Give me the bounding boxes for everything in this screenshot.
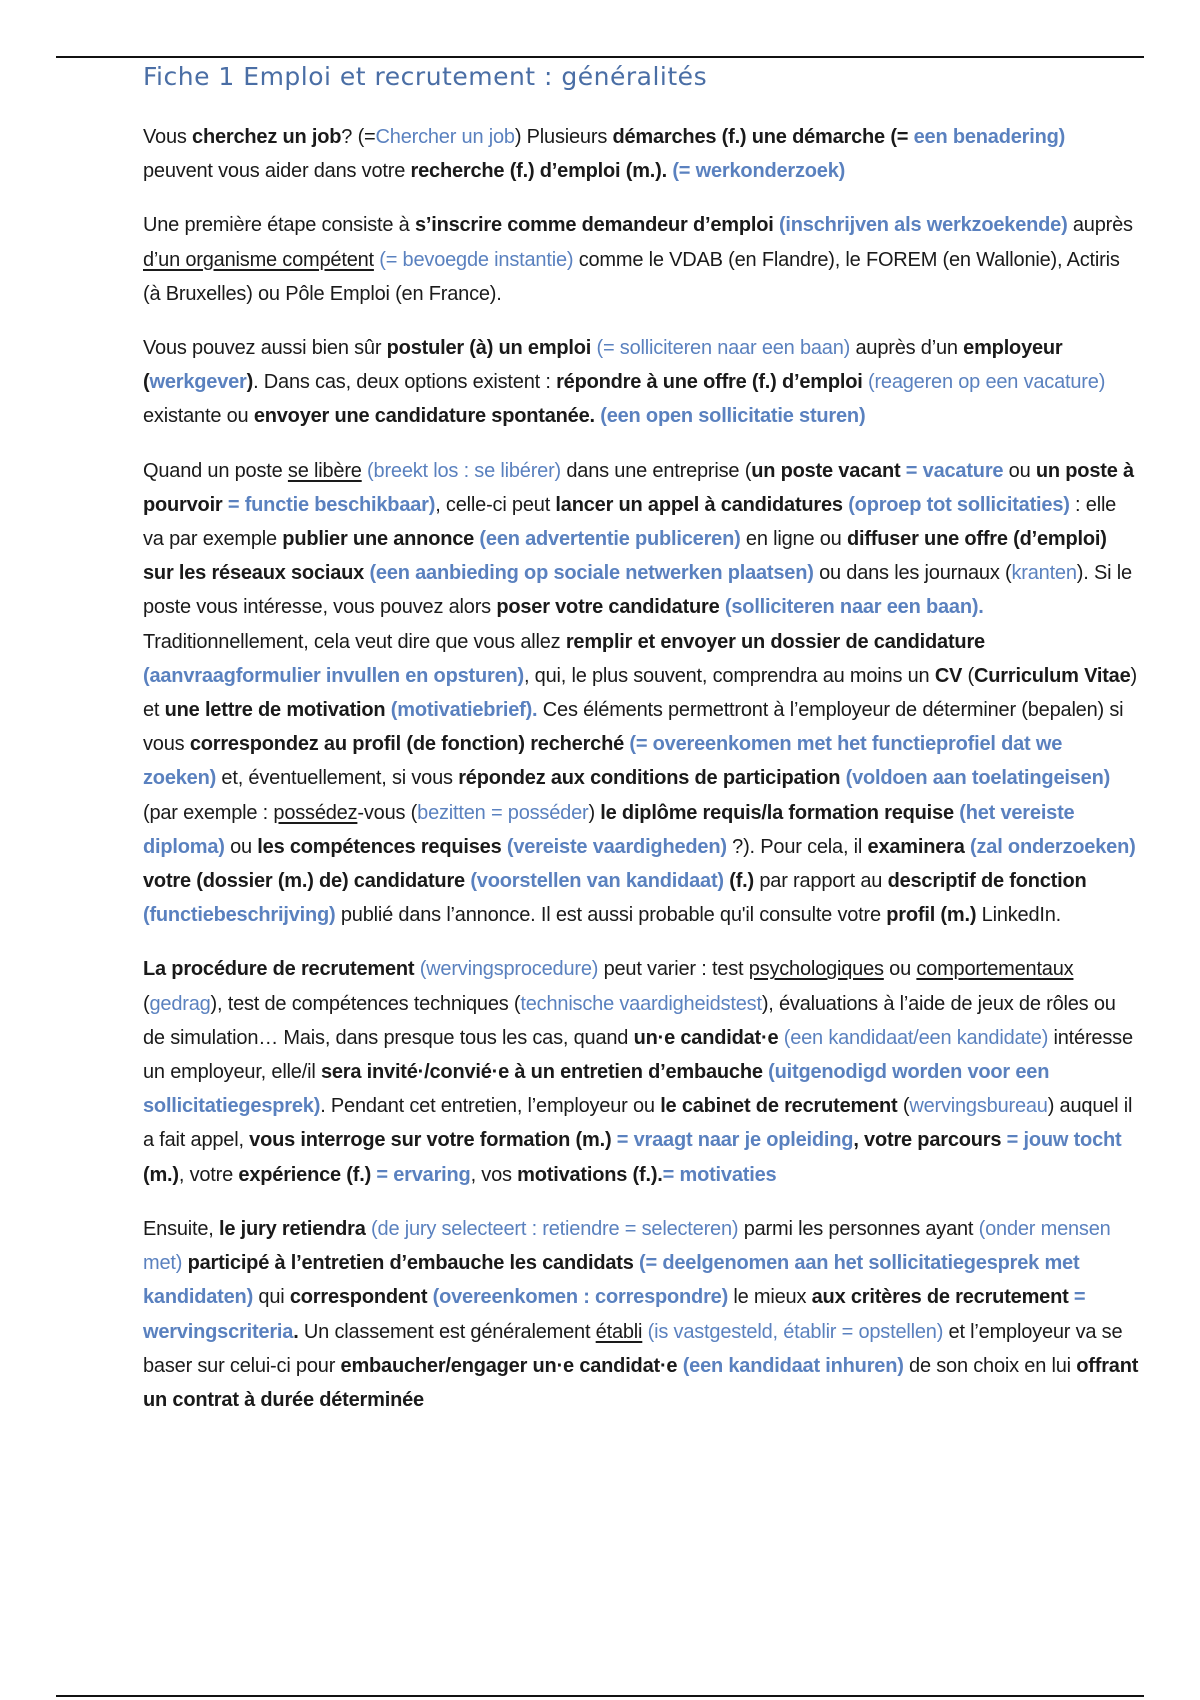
body-text: Un classement est généralement xyxy=(298,1320,596,1343)
body-text: , qui, le plus souvent, comprendra au moins un xyxy=(523,664,935,687)
key-term: publier une annonce xyxy=(282,528,475,551)
key-term: le diplôme requis/la formation requise xyxy=(600,801,954,824)
body-text: ou xyxy=(1003,459,1036,482)
paragraph-5 xyxy=(143,952,1139,1191)
body-text: par rapport au xyxy=(754,870,888,893)
translation-text: (overeenkomen : correspondre) xyxy=(427,1286,729,1309)
body-text: en ligne ou xyxy=(740,528,847,551)
key-term: lancer un appel à candidatures xyxy=(555,493,843,516)
key-term: Curriculum Vitae xyxy=(974,664,1131,687)
body-text: auprès d’un xyxy=(850,337,964,360)
body-text: intéresse un employeur, elle/il xyxy=(143,1026,1133,1084)
translation-text: (motivatiebrief). xyxy=(385,699,538,722)
translation-text: = vraagt naar je opleiding xyxy=(611,1129,854,1152)
translation-text: = jouw tocht xyxy=(1001,1129,1122,1152)
underlined-term: psychologiques xyxy=(748,958,884,981)
translation-text: (is vastgesteld, établir = opstellen) xyxy=(642,1320,944,1343)
key-term: diffuser une offre (d’emploi) sur les réseaux sociaux xyxy=(143,528,1107,585)
document-page xyxy=(143,58,1139,1417)
body-text: (par exemple : xyxy=(143,801,274,824)
translation-text: (een advertentie publiceren) xyxy=(474,528,741,551)
body-text: ( xyxy=(962,664,975,687)
key-term: . xyxy=(293,1320,299,1343)
key-term: (f.) xyxy=(723,870,754,893)
paragraph-3 xyxy=(143,331,1139,434)
key-term: ) xyxy=(246,371,254,394)
body-text: ( xyxy=(143,992,150,1015)
key-term: aux critères de recrutement xyxy=(811,1286,1069,1309)
key-term: correspondent xyxy=(289,1286,428,1309)
key-term: postuler (à) un emploi xyxy=(386,337,592,360)
key-term: CV xyxy=(934,664,963,687)
body-text: Ces éléments permettront à l’employeur de déterminer (bepalen) si vous xyxy=(143,699,1124,756)
translation-text: (een kandidaat/een kandidate) xyxy=(778,1026,1049,1049)
body-text: ) Plusieurs xyxy=(514,126,613,148)
translation-text: werkgever xyxy=(149,371,247,394)
body-text: ), évaluations à l’aide de jeux de rôles ou de simulation… Mais, dans presque tous les cas, quand xyxy=(143,992,1116,1049)
body-text: ou xyxy=(224,835,258,858)
key-term: une lettre de motivation xyxy=(164,699,386,722)
key-term: descriptif de fonction xyxy=(887,870,1087,893)
translation-text: (inschrijven als werkzoekende) xyxy=(778,214,1068,237)
body-text: , celle-ci peut xyxy=(435,493,556,516)
translation-text: (solliciteren naar een baan). xyxy=(719,596,984,619)
key-term: répondre à une offre (f.) d’emploi xyxy=(556,371,863,394)
key-term: démarches (f.) une démarche xyxy=(612,126,885,148)
key-term: employeur ( xyxy=(143,337,1063,394)
key-term: s’inscrire comme demandeur d’emploi xyxy=(414,214,779,237)
body-text: de son choix en lui xyxy=(903,1354,1077,1377)
paragraph-4 xyxy=(143,454,1139,933)
key-term: (= xyxy=(884,126,914,148)
body-text: ), test de compétences techniques ( xyxy=(210,992,521,1015)
key-term: correspondez au profil (de fonction) recherché xyxy=(189,733,625,756)
translation-text: (de jury selecteert : retiendre = selecteren) xyxy=(365,1217,739,1240)
translation-text: (een aanbieding op sociale netwerken plaatsen) xyxy=(364,562,814,585)
translation-text: (een kandidaat inhuren) xyxy=(677,1354,904,1377)
body-text: -vous ( xyxy=(357,801,418,824)
translation-text: (onder mensen met) xyxy=(143,1217,1111,1275)
body-text: parmi les personnes ayant xyxy=(738,1217,979,1240)
body-text: peuvent vous aider dans votre xyxy=(143,160,411,183)
underlined-term: d’un organisme compétent xyxy=(143,248,374,271)
translation-text: bezitten = posséder xyxy=(417,801,589,824)
body-text: ou xyxy=(883,958,917,981)
key-term: vous interroge sur votre formation (m.) xyxy=(249,1129,612,1152)
translation-text: (zal onderzoeken) xyxy=(964,835,1136,858)
key-term: le jury retiendra xyxy=(219,1217,366,1240)
body-text: ). Si le poste vous intéresse, vous pouvez alors xyxy=(143,562,1132,619)
paragraph-1 xyxy=(143,120,1139,188)
key-term: cherchez un job xyxy=(192,126,342,148)
translation-text: = vacature xyxy=(900,459,1004,482)
translation-text: (wervingsprocedure) xyxy=(414,958,599,981)
key-term: un·e candidat·e xyxy=(633,1026,779,1049)
translation-text: wervingsbureau xyxy=(909,1095,1048,1118)
translation-text: (voldoen aan toelatingeisen) xyxy=(840,767,1111,790)
body-text: qui xyxy=(253,1286,290,1309)
key-term: profil (m.) xyxy=(886,904,977,927)
translation-text: (uitgenodigd worden voor een sollicitatiegesprek) xyxy=(143,1061,1050,1118)
body-text: . Pendant cet entretien, l’employeur ou xyxy=(320,1095,661,1118)
key-term: un poste vacant xyxy=(751,459,901,482)
body-text: ) auquel il a fait appel, xyxy=(143,1095,1133,1152)
translation-text: (= werkonderzoek) xyxy=(672,160,846,183)
translation-text: (het vereiste diploma) xyxy=(143,801,1075,858)
underlined-term: établi xyxy=(595,1320,643,1343)
body-text: LinkedIn. xyxy=(976,904,1062,927)
key-term: un poste à pourvoir xyxy=(143,459,1134,516)
key-term: , votre parcours xyxy=(853,1129,1002,1152)
paragraph-2 xyxy=(143,208,1139,311)
translation-text: (vereiste vaardigheden) xyxy=(501,835,727,858)
translation-text: Chercher un job xyxy=(375,126,515,148)
key-term: les compétences requises xyxy=(257,835,502,858)
underlined-term: comportementaux xyxy=(916,958,1074,981)
body-text: publié dans l’annonce. Il est aussi probable qu'il consulte votre xyxy=(335,904,887,927)
translation-text: (functiebeschrijving) xyxy=(143,904,336,927)
body-text: Vous pouvez aussi bien sûr xyxy=(143,337,387,360)
key-term: motivations (f.). xyxy=(517,1163,663,1186)
body-text: Vous xyxy=(143,126,193,148)
body-text: Ensuite, xyxy=(143,1217,220,1240)
translation-text: gedrag xyxy=(149,992,211,1015)
translation-text: (een open sollicitatie sturen) xyxy=(594,405,866,428)
translation-text: (voorstellen van kandidaat) xyxy=(464,870,724,893)
page-title: Fiche 1 Emploi et recrutement : généralités xyxy=(143,62,708,91)
translation-text: = ervaring xyxy=(371,1163,471,1186)
translation-text: (breekt los : se libérer) xyxy=(361,459,562,482)
key-term: recherche (f.) d’emploi (m.). xyxy=(410,160,673,183)
body-text: , vos xyxy=(470,1163,518,1186)
body-text: ) xyxy=(588,801,601,824)
body-text: et, éventuellement, si vous xyxy=(216,767,459,790)
translation-text: kranten xyxy=(1011,562,1077,585)
key-term: La procédure de recrutement xyxy=(143,958,415,981)
translation-text: (oproep tot sollicitaties) xyxy=(842,493,1070,516)
key-term: envoyer une candidature spontanée. xyxy=(253,405,595,428)
body-text: ) et xyxy=(143,664,1137,722)
key-term: poser votre candidature xyxy=(496,596,720,619)
translation-text: (= solliciteren naar een baan) xyxy=(591,337,851,360)
translation-text: = motivaties xyxy=(662,1163,777,1186)
body-text: comme le VDAB (en Flandre), le FOREM (en Wallonie), Actiris (à Bruxelles) ou Pôle Emploi (en France). xyxy=(143,248,1120,305)
body-text: Traditionnellement, cela veut dire que vous allez xyxy=(143,630,566,653)
key-term: votre (dossier (m.) de) candidature xyxy=(143,870,465,893)
translation-text: (= deelgenomen aan het sollicitatiegesprek met kandidaten) xyxy=(143,1252,1080,1309)
translation-text: (aanvraagformulier invullen en opsturen) xyxy=(143,664,524,687)
body-text: ou dans les journaux ( xyxy=(813,562,1012,585)
body-text: dans une entreprise ( xyxy=(561,459,752,482)
key-term: offrant un contrat à durée déterminée xyxy=(143,1354,1139,1411)
underlined-term: se libère xyxy=(287,459,362,482)
body-text: existante ou xyxy=(143,405,254,428)
body-text: le mieux xyxy=(728,1286,812,1309)
translation-text: (= overeenkomen met het functieprofiel dat we zoeken) xyxy=(143,733,1063,790)
body-text: auprès xyxy=(1067,214,1133,237)
body-text: ( xyxy=(897,1095,910,1118)
body-text: ? (= xyxy=(341,126,376,148)
translation-text: een benadering) xyxy=(913,126,1066,148)
body-text: peut varier : test xyxy=(598,958,749,981)
body-text: , votre xyxy=(178,1163,239,1186)
translation-text: (= bevoegde instantie) xyxy=(373,248,574,271)
body-text: ?). Pour cela, il xyxy=(726,835,868,858)
body-text: . Dans cas, deux options existent : xyxy=(253,371,557,394)
key-term: remplir et envoyer un dossier de candidature xyxy=(565,630,985,653)
body-text: et l’employeur va se baser sur celui-ci pour xyxy=(143,1320,1123,1377)
body-text: Une première étape consiste à xyxy=(143,214,415,237)
translation-text: technische vaardigheidstest xyxy=(520,992,762,1015)
footer-rule xyxy=(56,1695,1144,1697)
key-term: sera invité·/convié·e à un entretien d’embauche xyxy=(320,1061,763,1084)
underlined-term: possédez xyxy=(273,801,358,824)
translation-text: = wervingscriteria xyxy=(143,1286,1086,1343)
key-term: examinera xyxy=(867,835,965,858)
paragraph-6 xyxy=(143,1212,1139,1417)
key-term: répondez aux conditions de participation xyxy=(458,767,841,790)
body-text: : elle va par exemple xyxy=(143,493,1117,551)
key-term: le cabinet de recrutement xyxy=(660,1095,898,1118)
translation-text: = functie beschikbaar) xyxy=(222,493,436,516)
key-term: expérience (f.) xyxy=(238,1163,372,1186)
key-term: embaucher/engager un·e candidat·e xyxy=(340,1354,678,1377)
translation-text: (reageren op een vacature) xyxy=(862,371,1106,394)
document-body xyxy=(143,120,1139,1417)
key-term: (m.) xyxy=(143,1163,179,1186)
key-term: participé à l’entretien d’embauche les candidats xyxy=(187,1252,634,1275)
body-text: Quand un poste xyxy=(143,459,288,482)
